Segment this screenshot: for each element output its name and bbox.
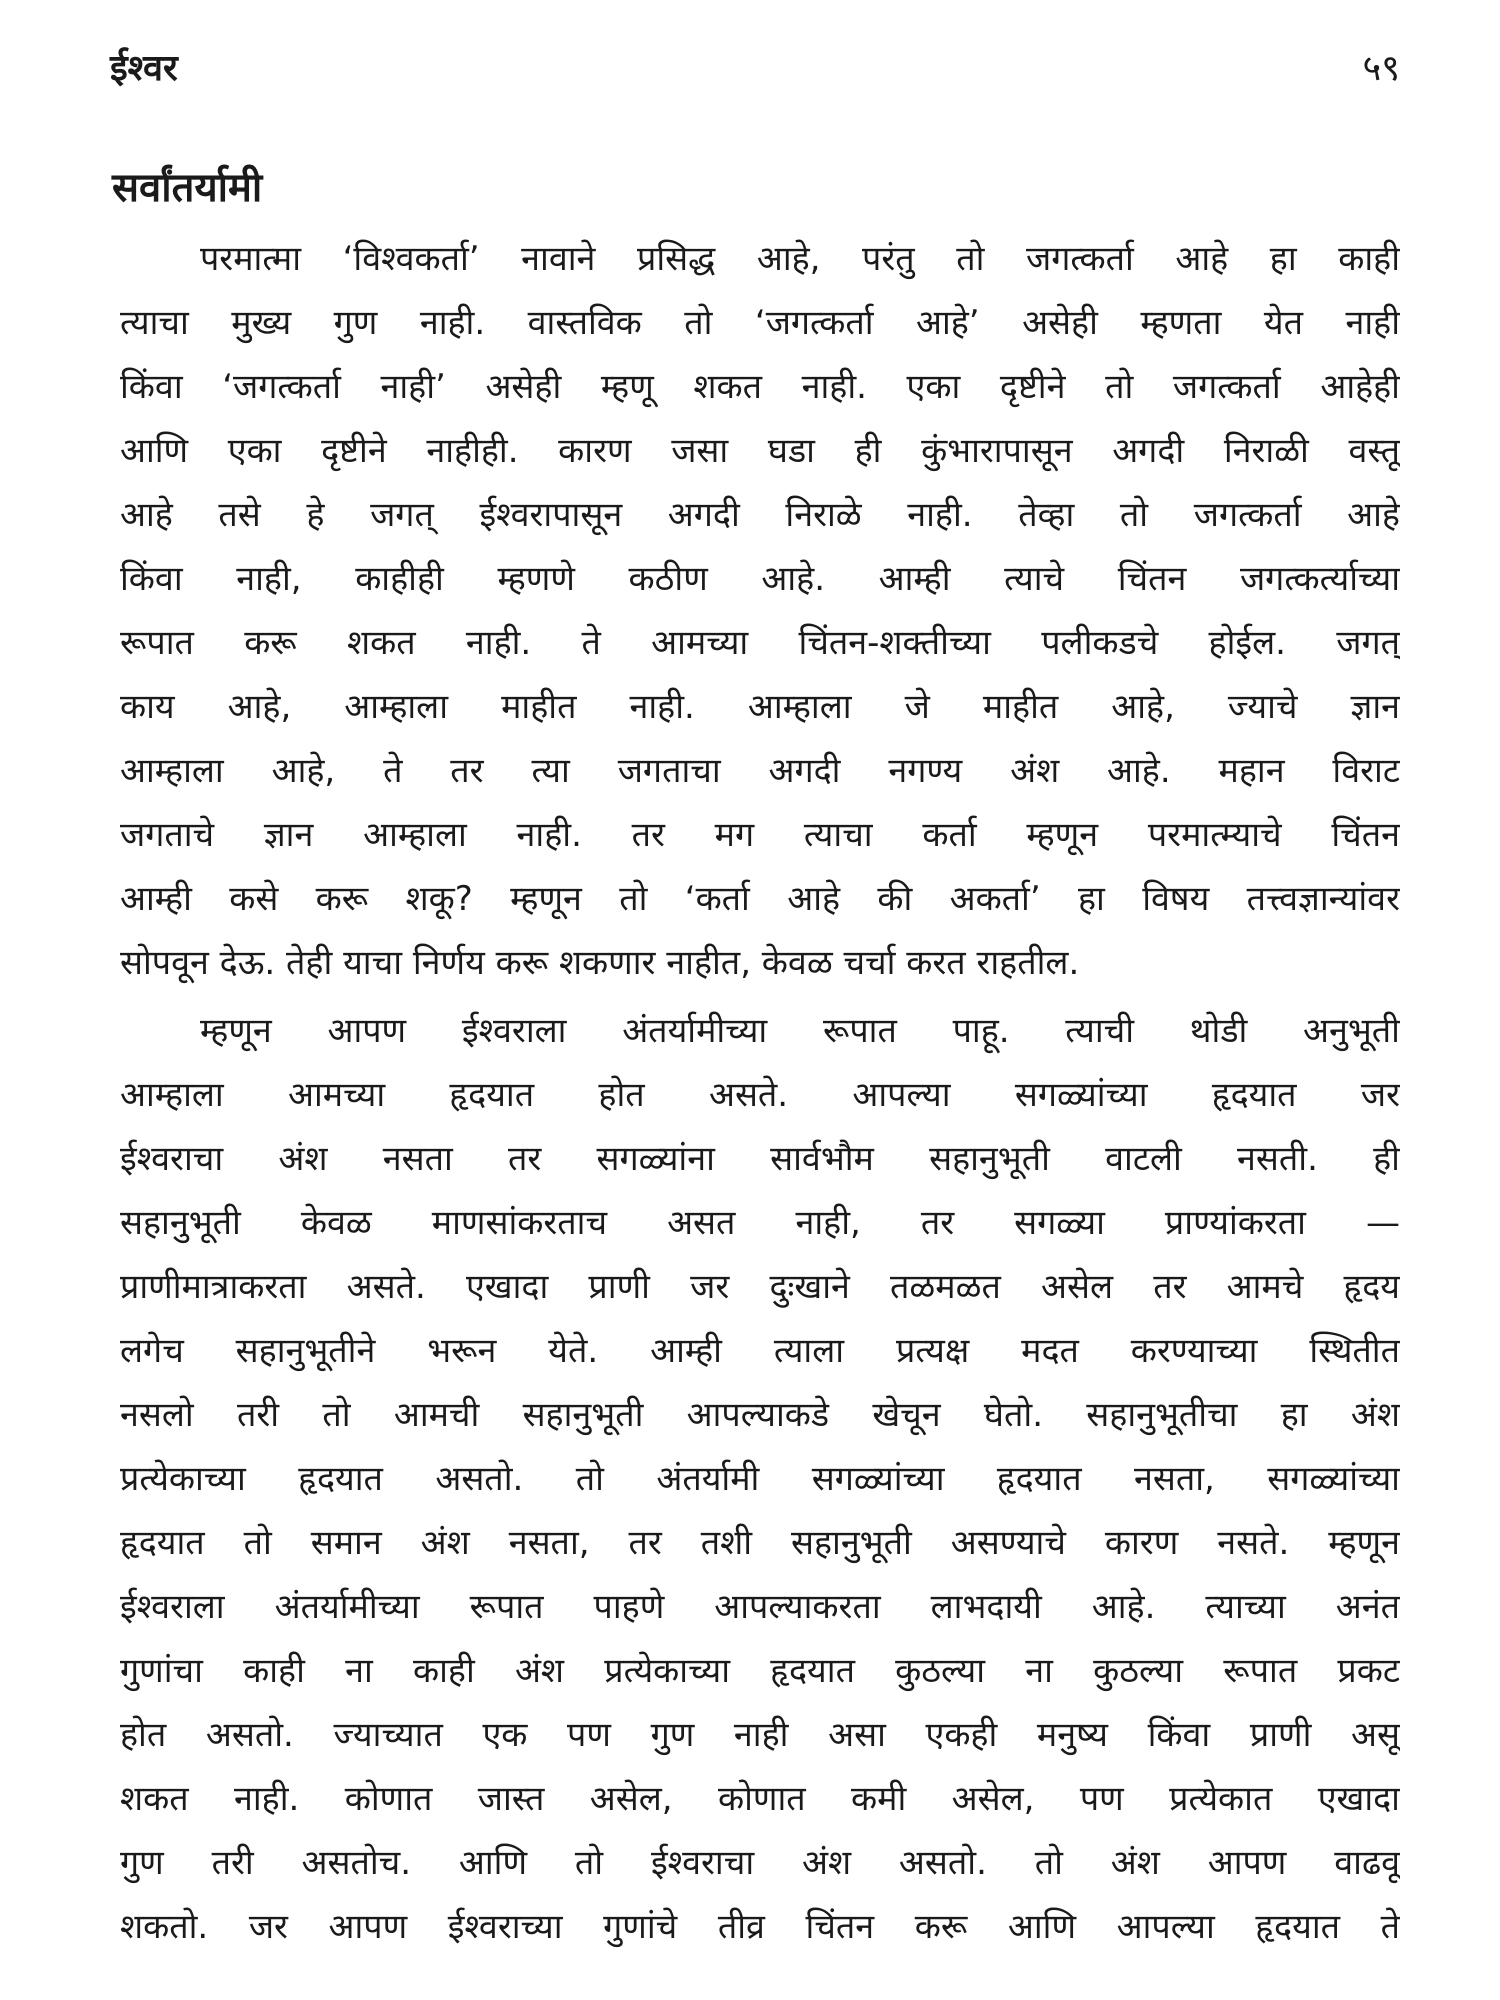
text-line: आम्हाला आमच्या हृदयात होत असते. आपल्या सगळ्यांच्या हृदयात जर	[120, 1075, 1400, 1115]
text-line: म्हणून आपण ईश्वराला अंतर्यामीच्या रूपात पाहू. त्याची थोडी अनुभूती	[200, 1011, 1400, 1051]
paragraph-2	[120, 999, 1400, 1959]
text-line: काय आहे, आम्हाला माहीत नाही. आम्हाला जे माहीत आहे, ज्याचे ज्ञान	[120, 687, 1400, 727]
text-line: किंवा ‘जगत्कर्ता नाही’ असेही म्हणू शकत नाही. एका दृष्टीने तो जगत्कर्ता आहेही	[120, 367, 1400, 407]
text-line: गुण तरी असतोच. आणि तो ईश्वराचा अंश असतो. तो अंश आपण वाढवू	[120, 1843, 1400, 1883]
text-line: होत असतो. ज्याच्यात एक पण गुण नाही असा एकही मनुष्य किंवा प्राणी असू	[120, 1715, 1400, 1755]
text-line: शकत नाही. कोणात जास्त असेल, कोणात कमी असेल, पण प्रत्येकात एखादा	[120, 1779, 1400, 1819]
text-line: प्रत्येकाच्या हृदयात असतो. तो अंतर्यामी सगळ्यांच्या हृदयात नसता, सगळ्यांच्या	[120, 1459, 1400, 1499]
text-line: सोपवून देऊ. तेही याचा निर्णय करू शकणार नाहीत, केवळ चर्चा करत राहतील.	[120, 943, 1080, 983]
text-line: नसलो तरी तो आमची सहानुभूती आपल्याकडे खेचून घेतो. सहानुभूतीचा हा अंश	[120, 1395, 1400, 1435]
text-line: परमात्मा ‘विश्वकर्ता’ नावाने प्रसिद्ध आहे, परंतु तो जगत्कर्ता आहे हा काही	[200, 239, 1400, 279]
text-line: हृदयात तो समान अंश नसता, तर तशी सहानुभूती असण्याचे कारण नसते. म्हणून	[120, 1523, 1400, 1563]
text-line: किंवा नाही, काहीही म्हणणे कठीण आहे. आम्ही त्याचे चिंतन जगत्कर्त्याच्या	[120, 559, 1400, 599]
text-line: आणि एका दृष्टीने नाहीही. कारण जसा घडा ही कुंभारापासून अगदी निराळी वस्तू	[120, 431, 1400, 471]
text-line: ईश्वराला अंतर्यामीच्या रूपात पाहणे आपल्याकरता लाभदायी आहे. त्याच्या अनंत	[120, 1587, 1400, 1627]
text-line: गुणांचा काही ना काही अंश प्रत्येकाच्या हृदयात कुठल्या ना कुठल्या रूपात प्रकट	[120, 1651, 1400, 1691]
running-title: ईश्वर	[110, 48, 178, 89]
text-line: प्राणीमात्राकरता असते. एखादा प्राणी जर दुःखाने तळमळत असेल तर आमचे हृदय	[120, 1267, 1400, 1307]
body-text	[120, 227, 1400, 1959]
text-line: आहे तसे हे जगत् ईश्वरापासून अगदी निराळे नाही. तेव्हा तो जगत्कर्ता आहे	[120, 495, 1400, 535]
page-number: ५९	[1362, 48, 1400, 89]
text-line: जगताचे ज्ञान आम्हाला नाही. तर मग त्याचा कर्ता म्हणून परमात्म्याचे चिंतन	[120, 815, 1400, 855]
text-line: ईश्वराचा अंश नसता तर सगळ्यांना सार्वभौम सहानुभूती वाटली नसती. ही	[120, 1139, 1400, 1179]
running-header	[110, 42, 1400, 91]
paragraph-1	[120, 227, 1400, 995]
text-line: सहानुभूती केवळ माणसांकरताच असत नाही, तर सगळ्या प्राण्यांकरता —	[120, 1203, 1400, 1243]
text-line: आम्ही कसे करू शकू? म्हणून तो ‘कर्ता आहे की अकर्ता’ हा विषय तत्त्वज्ञान्यांवर	[120, 879, 1400, 919]
text-line: त्याचा मुख्य गुण नाही. वास्तविक तो ‘जगत्कर्ता आहे’ असेही म्हणता येत नाही	[120, 303, 1400, 343]
section-heading: सर्वांतर्यामी	[112, 165, 263, 211]
text-line: लगेच सहानुभूतीने भरून येते. आम्ही त्याला प्रत्यक्ष मदत करण्याच्या स्थितीत	[120, 1331, 1400, 1371]
text-line: शकतो. जर आपण ईश्वराच्या गुणांचे तीव्र चिंतन करू आणि आपल्या हृदयात ते	[120, 1907, 1400, 1947]
text-line: रूपात करू शकत नाही. ते आमच्या चिंतन-शक्तीच्या पलीकडचे होईल. जगत्	[120, 623, 1400, 663]
text-line: आम्हाला आहे, ते तर त्या जगताचा अगदी नगण्य अंश आहे. महान विराट	[120, 751, 1400, 791]
